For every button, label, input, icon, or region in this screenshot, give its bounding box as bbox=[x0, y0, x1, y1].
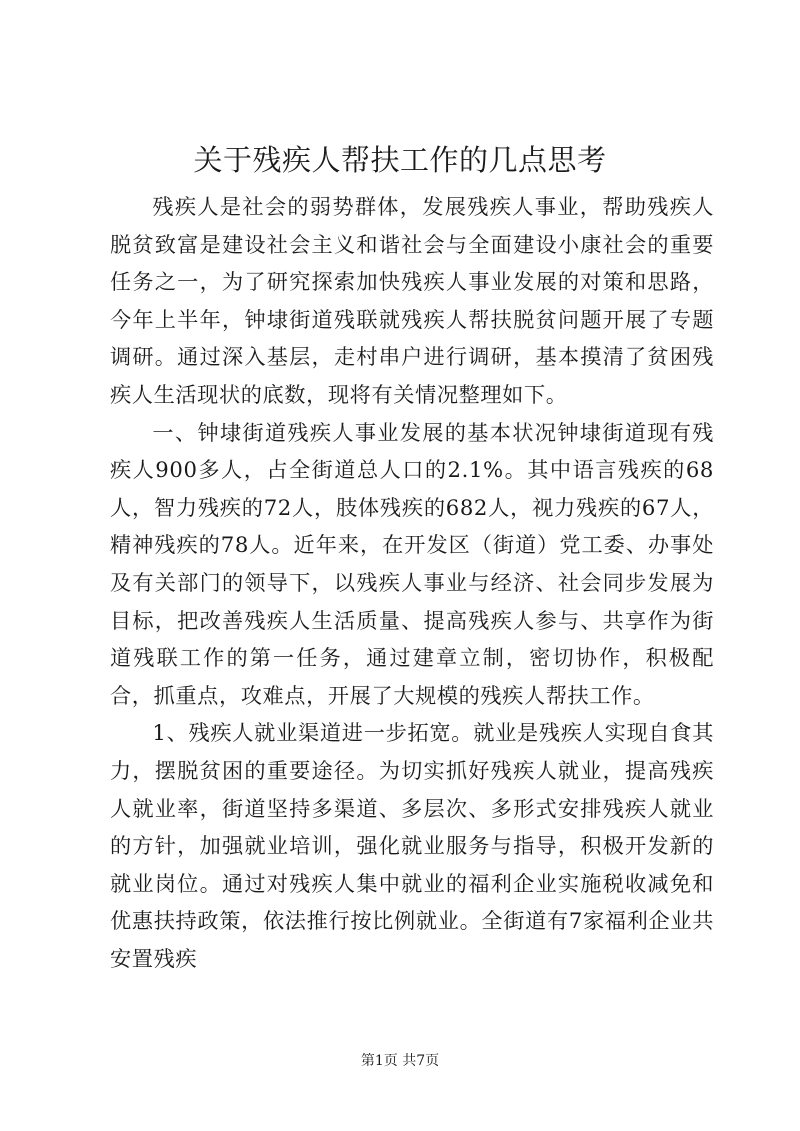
document-title: 关于残疾人帮扶工作的几点思考 bbox=[193, 143, 607, 177]
paragraph-intro: 残疾人是社会的弱势群体，发展残疾人事业，帮助残疾人脱贫致富是建设社会主义和谐社会与全面建设小康社会的重要任务之一，为了研究探索加快残疾人事业发展的对策和思路，今年上半年，钟埭街道残联就残疾人帮扶脱贫问题开展了专题调研。通过深入基层，走村串户进行调研，基本摸清了贫困残疾人生活现状的底数，现将有关情况整理如下。 bbox=[110, 194, 714, 407]
paragraph-employment: 1、残疾人就业渠道进一步拓宽。就业是残疾人实现自食其力，摆脱贫困的重要途径。为切实抓好残疾人就业，提高残疾人就业率，街道坚持多渠道、多层次、多形式安排残疾人就业的方针，加强就业培训，强化就业服务与指导，积极开发新的就业岗位。通过对残疾人集中就业的福利企业实施税收减免和优惠扶持政策，依法推行按比例就业。全街道有7家福利企业共安置残疾 bbox=[110, 720, 714, 971]
page-footer: 第1页 共7页 bbox=[360, 1053, 440, 1069]
document-body bbox=[110, 188, 714, 977]
paragraph-section-one: 一、钟埭街道残疾人事业发展的基本状况钟埭街道现有残疾人900多人，占全街道总人口的2.1%。其中语言残疾的68人，智力残疾的72人，肢体残疾的682人，视力残疾的67人，精神残疾的78人。近年来，在开发区（街道）党工委、办事处及有关部门的领导下，以残疾人事业与经济、社会同步发展为目标，把改善残疾人生活质量、提高残疾人参与、共享作为街道残联工作的第一任务，通过建章立制，密切协作，积极配合，抓重点，攻难点，开展了大规模的残疾人帮扶工作。 bbox=[110, 419, 714, 708]
